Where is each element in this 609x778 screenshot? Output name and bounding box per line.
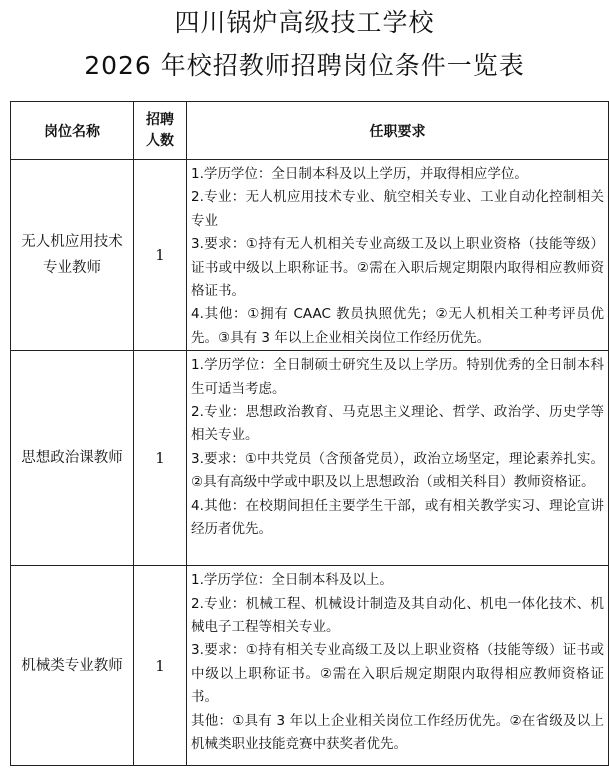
header-requirements: 任职要求 xyxy=(187,102,609,160)
table-row xyxy=(11,160,609,351)
job-requirements-table xyxy=(10,101,609,766)
table-row xyxy=(11,351,609,566)
hire-count: 1 xyxy=(134,351,187,566)
position-name: 无人机应用技术专业教师 xyxy=(11,160,134,351)
requirements-cell xyxy=(187,566,609,766)
requirement-item: 其他：①具有 3 年以上企业相关岗位工作经历优先。②在省级及以上机械类职业技能竞赛中获奖者优先。 xyxy=(191,712,604,753)
requirement-item: 1.学历学位：全日制硕士研究生及以上学历。特别优秀的全日制本科生可适当考虑。 xyxy=(191,357,604,397)
position-name: 机械类专业教师 xyxy=(11,566,134,766)
requirement-item: 1.学历学位：全日制本科及以上。 xyxy=(191,572,393,589)
requirement-item: 4.其他：①拥有 CAAC 教员执照优先；②无人机相关工种考评员优先。③具有 3 年以上企业相关岗位工作经历优先。 xyxy=(191,306,604,346)
hire-count: 1 xyxy=(134,566,187,766)
table-row xyxy=(11,566,609,766)
requirements-cell xyxy=(187,160,609,351)
requirement-item: 3.要求：①持有无人机相关专业高级工及以上职业资格（技能等级）证书或中级以上职称证书。②需在入职后规定期限内取得相应教师资格证书。 xyxy=(191,236,604,300)
requirement-item: 2.专业：机械工程、机械设计制造及其自动化、机电一体化技术、机械电子工程等相关专业。 xyxy=(191,595,604,636)
requirement-item: 2.专业：思想政治教育、马克思主义理论、哲学、政治学、历史学等相关专业。 xyxy=(191,404,604,444)
requirement-item: 1.学历学位：全日制本科及以上学历，并取得相应学位。 xyxy=(191,166,528,182)
table-header-row xyxy=(11,102,609,160)
requirement-item: 4.其他：在校期间担任主要学生干部，或有相关教学实习、理论宣讲经历者优先。 xyxy=(191,497,604,538)
requirements-cell xyxy=(187,351,609,566)
requirement-item: 2.专业：无人机应用技术专业、航空相关专业、工业自动化控制相关专业 xyxy=(191,189,604,229)
position-name: 思想政治课教师 xyxy=(11,351,134,566)
hire-count: 1 xyxy=(134,160,187,351)
requirement-item: 3.要求：①中共党员（含预备党员），政治立场坚定，理论素养扎实。②具有高级中学或中职及以上思想政治（或相关科目）教师资格证。 xyxy=(191,450,604,491)
document-title: 四川锅炉高级技工学校 xyxy=(174,8,435,37)
requirement-item: 3.要求：①持有相关专业高级工及以上职业资格（技能等级）证书或中级以上职称证书。②需在入职后规定期限内取得相应教师资格证书。 xyxy=(191,642,604,706)
header-count-line1: 招聘 xyxy=(146,111,174,128)
header-count xyxy=(134,102,187,160)
document-subtitle: 2026 年校招教师招聘岗位条件一览表 xyxy=(84,51,525,80)
header-position: 岗位名称 xyxy=(11,102,134,160)
header-count-line2: 人数 xyxy=(146,132,174,149)
